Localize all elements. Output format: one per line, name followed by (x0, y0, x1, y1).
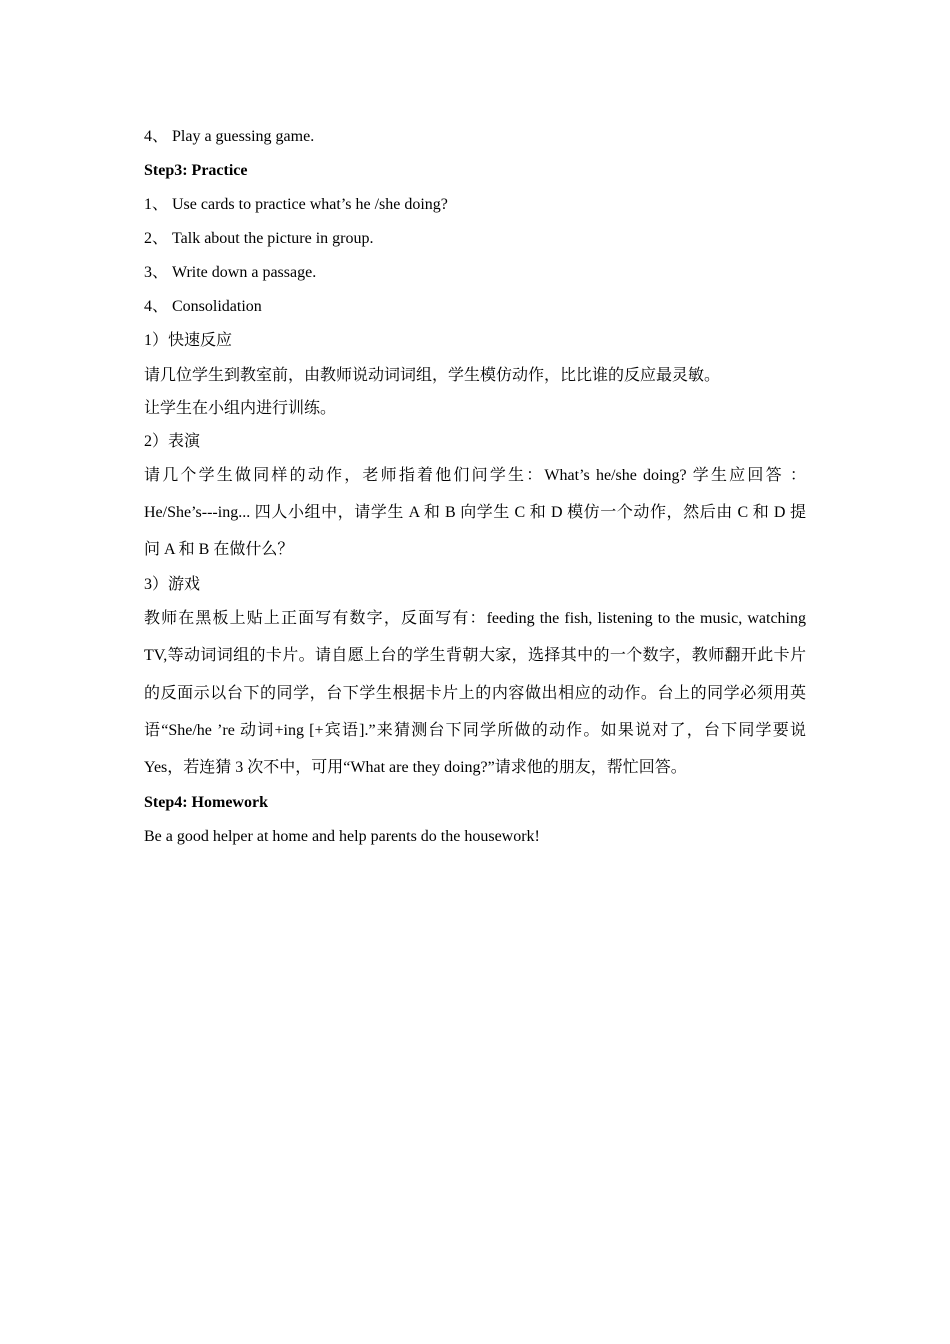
paragraph-game-line-1: 教师在黑板上贴上正面写有数字，反面写有：feeding the fish, listening to the music, watching (144, 610, 806, 627)
heading-step3-practice: Step3: Practice (144, 162, 248, 179)
paragraph-group-training: 让学生在小组内进行训练。 (144, 400, 337, 417)
list-item-consolidation: 4、 Consolidation (144, 298, 262, 315)
paragraph-performance-line-1: 请几个学生做同样的动作，老师指着他们问学生：What’s he/she doing? 学生应回答 ： (144, 467, 806, 484)
subheading-game: 3）游戏 (144, 576, 201, 593)
subheading-performance: 2）表演 (144, 433, 201, 450)
heading-step4-homework: Step4: Homework (144, 794, 268, 811)
list-item-talk-about-picture: 2、 Talk about the picture in group. (144, 230, 374, 247)
paragraph-quick-response: 请几位学生到教室前，由教师说动词词组，学生模仿动作，比比谁的反应最灵敏。 (144, 367, 721, 384)
list-item-write-passage: 3、 Write down a passage. (144, 264, 317, 281)
paragraph-game-line-4: 语“She/he ’re 动词+ing [+宾语].”来猜测台下同学所做的动作。如果说对了，台下同学要说 (144, 722, 806, 739)
list-item-play-guessing-game: 4、 Play a guessing game. (144, 128, 315, 145)
paragraph-game-line-2: TV,等动词词组的卡片。请自愿上台的学生背朝大家，选择其中的一个数字，教师翻开此卡片 (144, 647, 806, 664)
paragraph-game-line-3: 的反面示以台下的同学，台下学生根据卡片上的内容做出相应的动作。台上的同学必须用英 (144, 685, 806, 702)
paragraph-performance-line-2: He/She’s---ing... 四人小组中，请学生 A 和 B 向学生 C 和 D 模仿一个动作，然后由 C 和 D 提 (144, 504, 806, 521)
list-item-use-cards: 1、 Use cards to practice what’s he /she doing? (144, 196, 448, 213)
paragraph-performance-line-3: 问 A 和 B 在做什么？ (144, 541, 294, 558)
paragraph-game-line-5: Yes，若连猜 3 次不中，可用“What are they doing?”请求他的朋友，帮忙回答。 (144, 759, 687, 776)
paragraph-homework: Be a good helper at home and help parents do the housework! (144, 828, 540, 845)
subheading-quick-response: 1）快速反应 (144, 332, 233, 349)
